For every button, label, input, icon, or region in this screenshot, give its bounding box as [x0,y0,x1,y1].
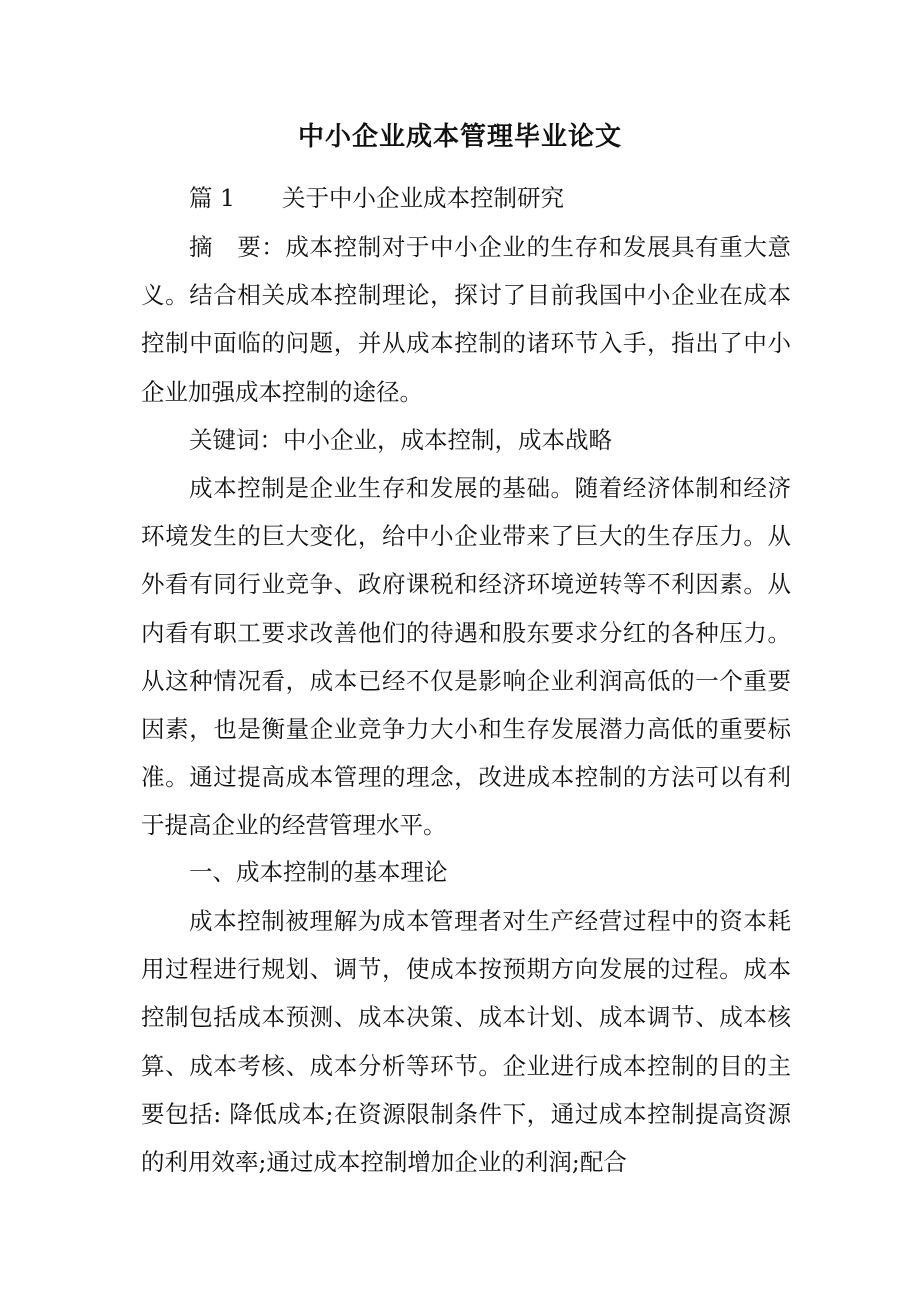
section-body-paragraph: 成本控制被理解为成本管理者对生产经营过程中的资本耗用过程进行规划、调节，使成本按预期方向发展的过程。成本控制包括成本预测、成本决策、成本计划、成本调节、成本核算、成本考核、成本分析等环节。企业进行成本控制的目的主要包括: 降低成本;在资源限制条件下，通过成本控制提高资源的利用效率;通过成本控制增加企业的利润;配合 [141,907,791,1177]
section-heading: 一、成本控制的基本理论 [189,858,448,886]
document-title: 中小企业成本管理毕业论文 [297,122,622,152]
abstract-paragraph: 摘 要：成本控制对于中小企业的生存和发展具有重大意义。结合相关成本控制理论，探讨了目前我国中小企业在成本控制中面临的问题，并从成本控制的诸环节入手，指出了中小企业加强成本控制的途径。 [141,233,791,406]
keywords-paragraph: 关键词：中小企业，成本控制，成本战略 [189,426,612,454]
intro-paragraph: 成本控制是企业生存和发展的基础。随着经济体制和经济环境发生的巨大变化，给中小企业带来了巨大的生存压力。从外看有同行业竞争、政府课税和经济环境逆转等不利因素。从内看有职工要求改善他们的待遇和股东要求分红的各种压力。从这种情况看，成本已经不仅是影响企业利润高低的一个重要因素，也是衡量企业竞争力大小和生存发展潜力高低的重要标准。通过提高成本管理的理念，改进成本控制的方法可以有利于提高企业的经营管理水平。 [141,474,791,840]
chapter-tag: 篇 1 [189,184,235,212]
chapter-heading [189,174,564,222]
chapter-title: 关于中小企业成本控制研究 [282,184,564,212]
